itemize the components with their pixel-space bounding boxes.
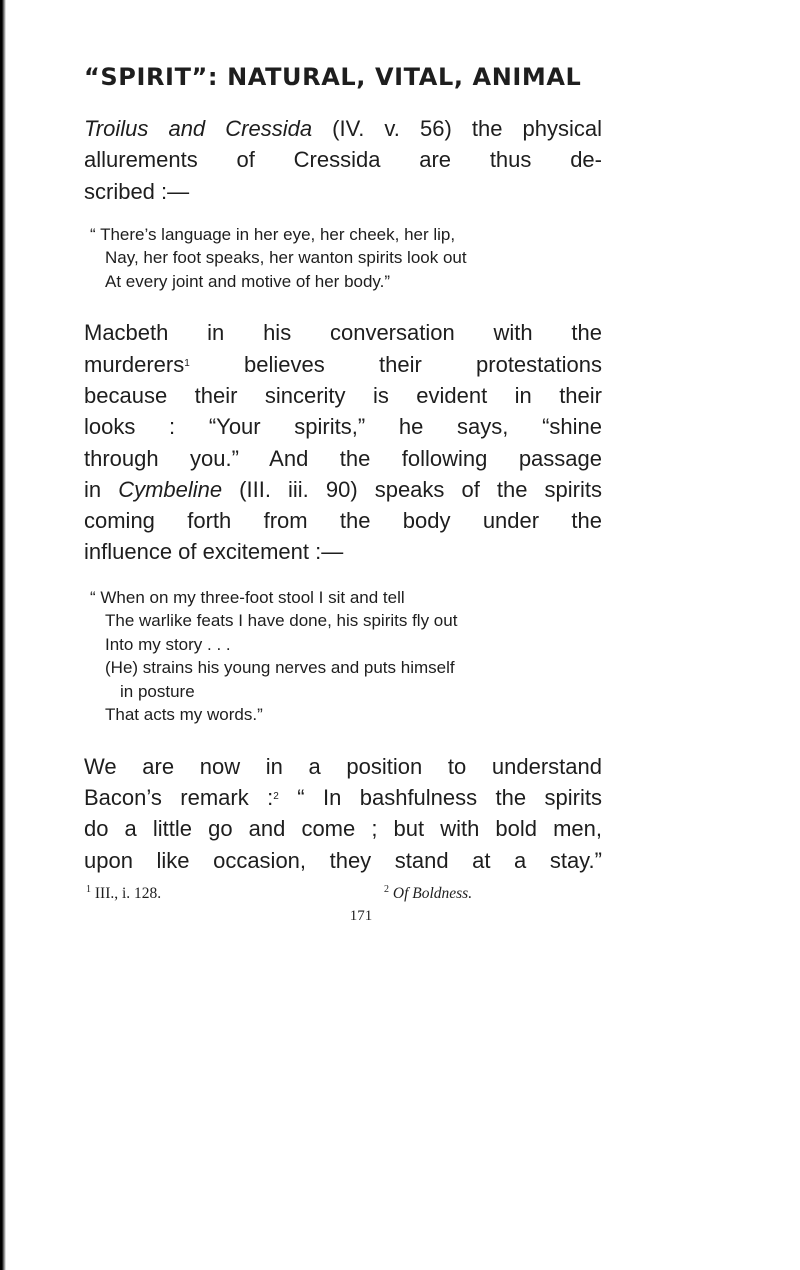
- paragraph-2: [84, 317, 602, 567]
- work-title-cymbeline: Cymbeline: [118, 476, 223, 502]
- paragraph-3-line-3: do a little go and come ; but with bold men,: [84, 816, 602, 842]
- paragraph-2-line-3: because their sincerity is evident in their: [84, 382, 602, 408]
- footnote-2: $^2$ Of Boldness.: [384, 883, 473, 902]
- quote-line: That acts my words.”: [105, 705, 263, 725]
- paragraph-2-line-6: in Cymbeline (III. iii. 90) speaks of the spirits: [84, 476, 602, 502]
- footnotes: [84, 884, 602, 908]
- paragraph-3-line-2: Bacon’s remark :$^2$ “ In bashfulness the spirits: [84, 785, 603, 811]
- page-number: 171: [349, 907, 373, 924]
- work-title-troilus: Troilus and Cressida: [84, 116, 313, 141]
- paragraph-3-line-1: We are now in a position to understand: [84, 753, 602, 779]
- book-page: [84, 62, 602, 925]
- quote-line: “ There’s language in her eye, her cheek, her lip,: [90, 224, 456, 244]
- paragraph-3: [84, 751, 602, 876]
- footnote-ref-1: 1: [184, 357, 190, 369]
- quote-troilus: [84, 223, 602, 294]
- paragraph-2-line-8: influence of excitement :—: [84, 539, 344, 565]
- paragraph-1-line-1: Troilus and Cressida (IV. v. 56) the physical: [84, 116, 603, 141]
- paragraph-2-line-5: through you.” And the following passage: [84, 445, 602, 471]
- paragraph-3-line-4: upon like occasion, they stand at a stay.”: [84, 847, 602, 873]
- paragraph-2-line-2: murderers$^1$ believes their protestations: [84, 351, 602, 377]
- quote-line: At every joint and motive of her body.”: [105, 271, 391, 291]
- quote-line: in posture: [120, 681, 195, 701]
- footnote-1: $^1$ III., i. 128.: [86, 883, 162, 902]
- paragraph-1-line-3: scribed :—: [84, 178, 190, 204]
- paragraph-2-line-4: looks : “Your spirits,” he says, “shine: [84, 414, 602, 440]
- paragraph-1: [84, 113, 602, 207]
- quote-line: “ When on my three-foot stool I sit and tell: [90, 587, 405, 607]
- quote-line: Into my story . . .: [105, 634, 231, 654]
- paragraph-2-line-7: coming forth from the body under the: [84, 508, 602, 534]
- footnote-ref-2: 2: [273, 791, 279, 803]
- quote-line: Nay, her foot speaks, her wanton spirits look out: [105, 248, 467, 268]
- paragraph-1-line-2: allurements of Cressida are thus de-: [84, 147, 602, 173]
- running-head: “SPIRIT”: NATURAL, VITAL, ANIMAL: [84, 63, 582, 91]
- quote-line: The warlike feats I have done, his spirits fly out: [105, 611, 458, 631]
- quote-cymbeline: [84, 586, 602, 727]
- binding-edge: [0, 0, 6, 1270]
- quote-line: (He) strains his young nerves and puts himself: [105, 658, 455, 678]
- paragraph-2-line-1: Macbeth in his conversation with the: [84, 320, 602, 346]
